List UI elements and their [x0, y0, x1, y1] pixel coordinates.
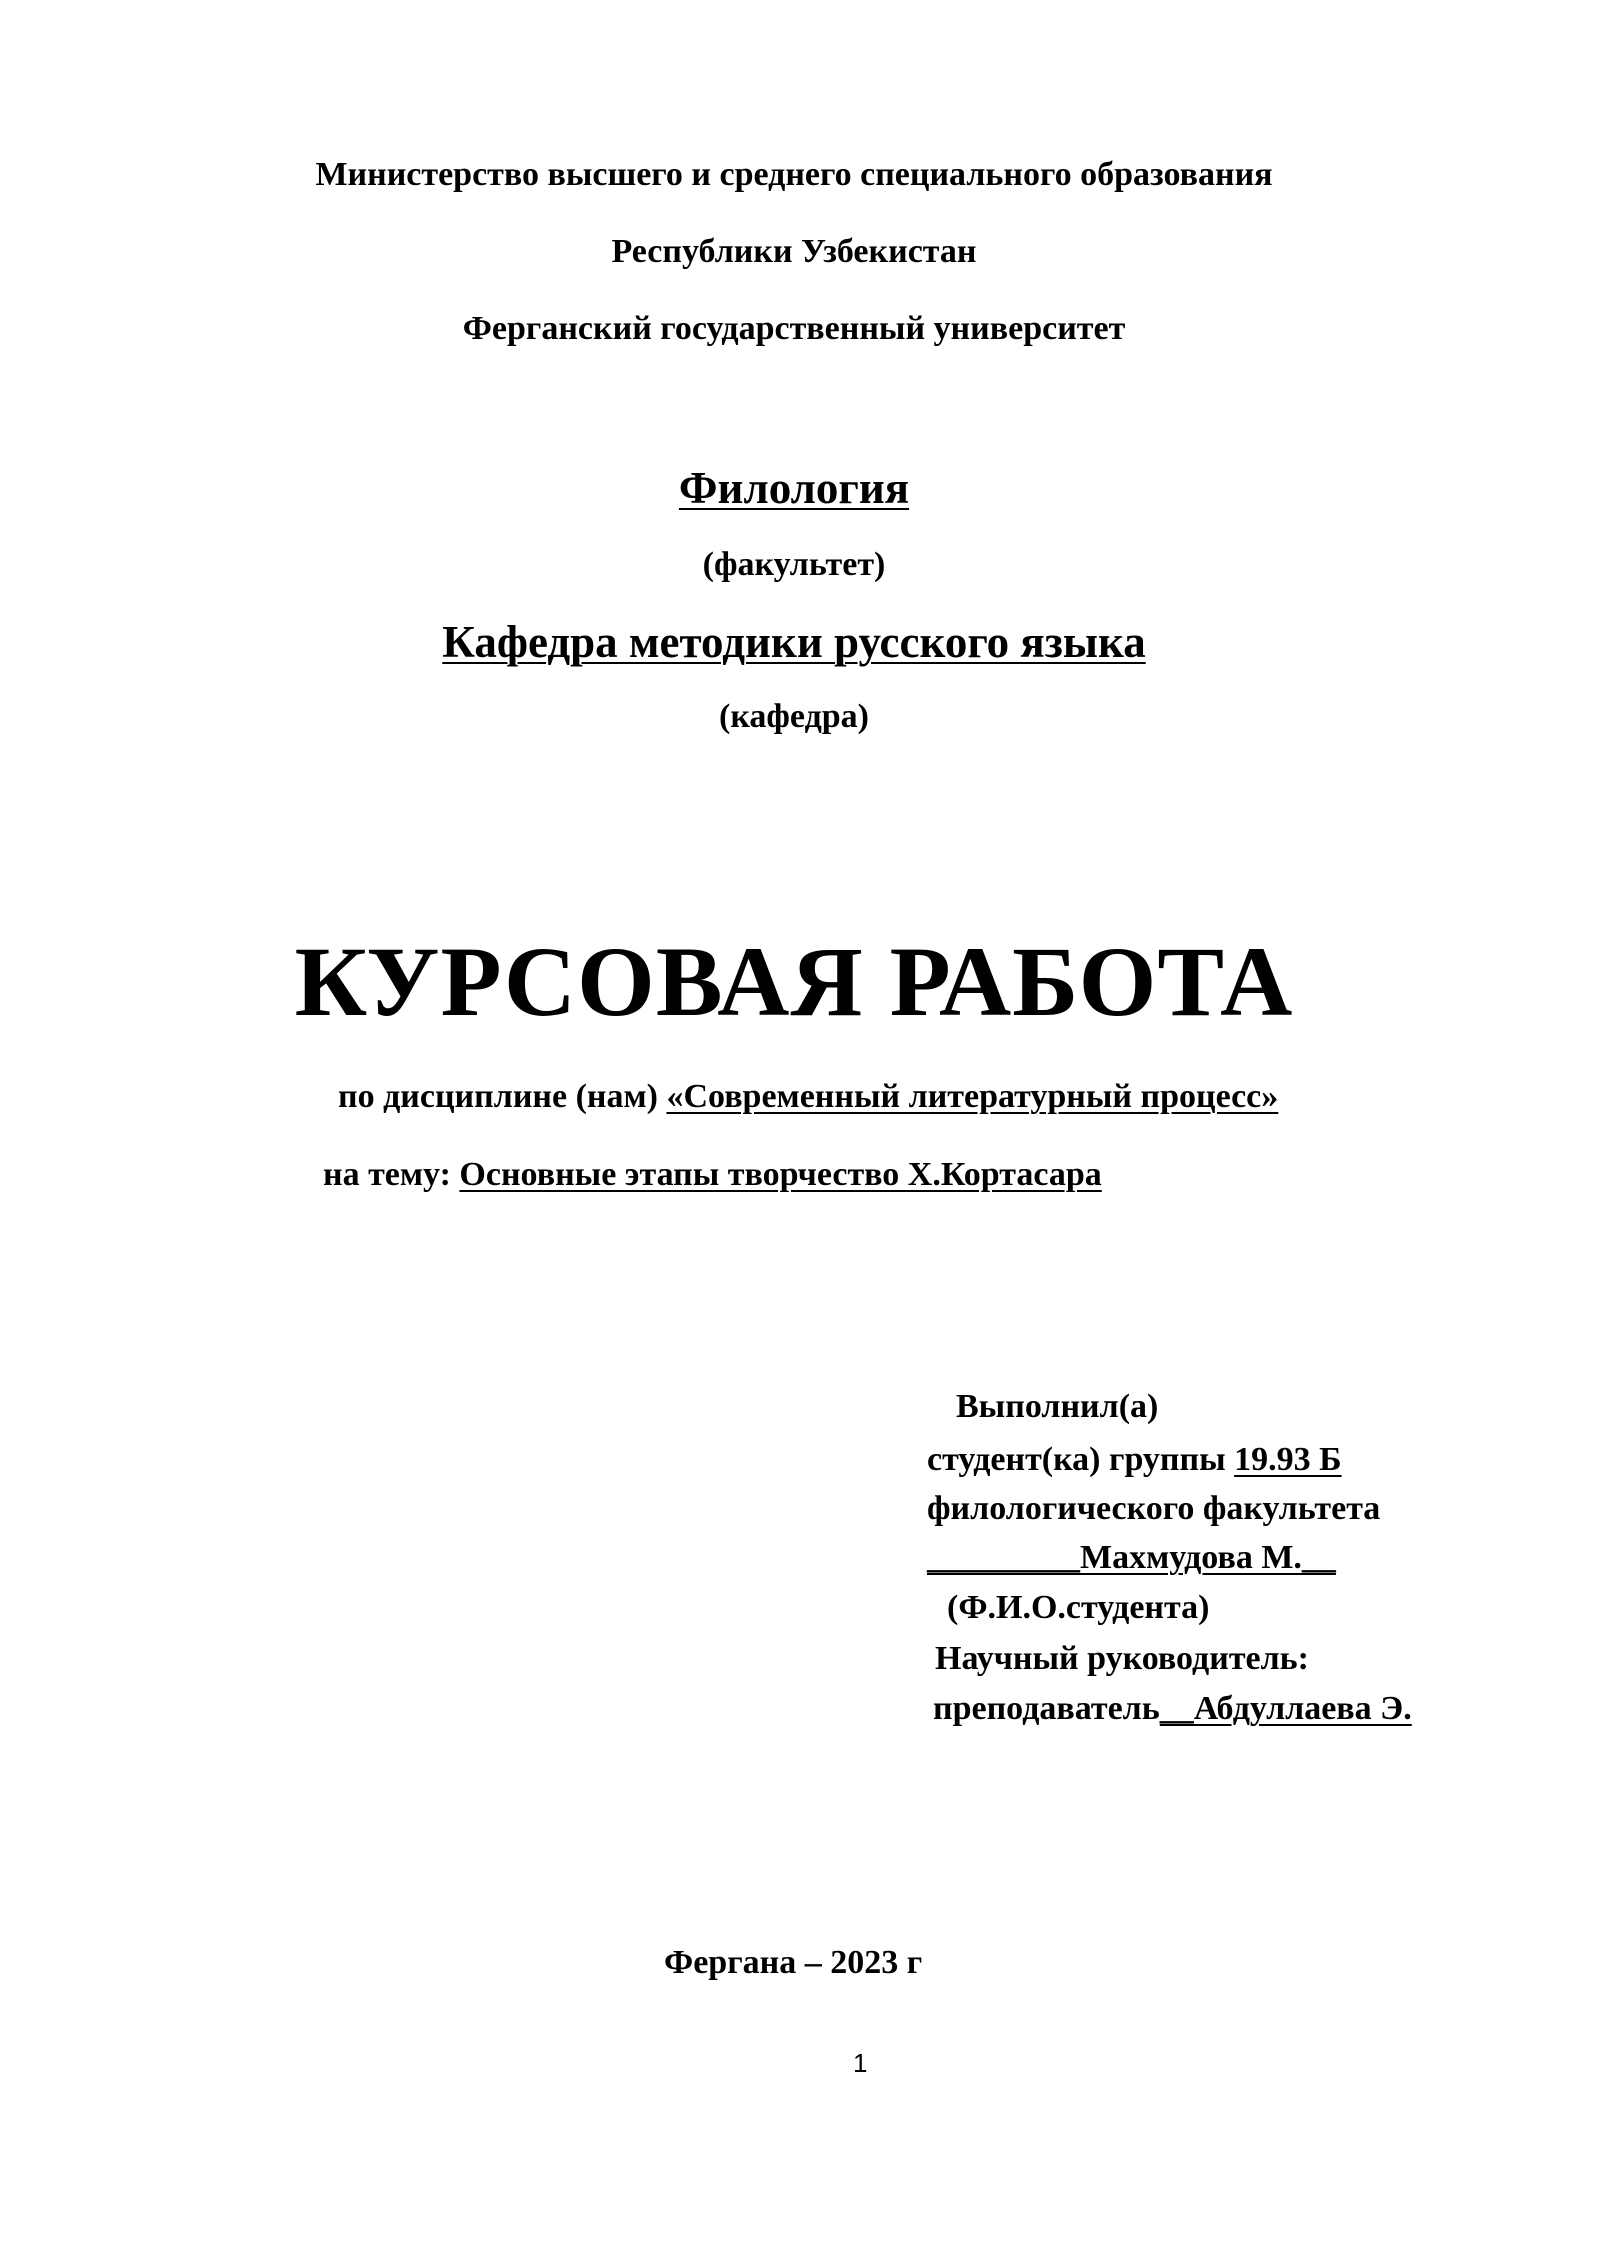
discipline-line — [338, 1080, 1278, 1114]
work-title: КУРСОВАЯ РАБОТА — [294, 926, 1294, 1037]
faculty-line: филологического факультета — [927, 1490, 1381, 1527]
topic-name: Основные этапы творчество Х.Кортасара — [459, 1156, 1102, 1193]
teacher-name: __Абдуллаева Э. — [1159, 1690, 1412, 1727]
student-name-caption: (Ф.И.О.студента) — [947, 1589, 1210, 1626]
department-caption: (кафедра) — [719, 698, 869, 735]
teacher-line — [933, 1692, 1412, 1726]
faculty-name: Филология — [678, 463, 910, 513]
student-name: _________Махмудова М.__ — [927, 1539, 1336, 1576]
teacher-prefix: преподаватель — [933, 1690, 1160, 1727]
group-prefix: студент(ка) группы — [927, 1441, 1235, 1478]
discipline-name: «Современный литературный процесс» — [666, 1078, 1279, 1115]
faculty-caption: (факультет) — [702, 546, 886, 583]
discipline-prefix: по дисциплине (нам) — [338, 1078, 667, 1115]
topic-prefix: на тему: — [323, 1156, 460, 1193]
city-year: Фергана – 2023 г — [664, 1944, 923, 1981]
group-number: 19.93 Б — [1234, 1441, 1342, 1478]
department-name: Кафедра методики русского языка — [442, 617, 1146, 667]
ministry-heading: Министерство высшего и среднего специального образования — [315, 156, 1273, 193]
supervisor-label: Научный руководитель: — [935, 1640, 1309, 1677]
performed-label: Выполнил(а) — [956, 1388, 1159, 1425]
page-number: 1 — [853, 2048, 868, 2078]
university-heading: Ферганский государственный университет — [462, 310, 1126, 347]
student-group-line — [927, 1443, 1342, 1477]
republic-heading: Республики Узбекистан — [611, 233, 977, 270]
topic-line — [323, 1158, 1102, 1192]
